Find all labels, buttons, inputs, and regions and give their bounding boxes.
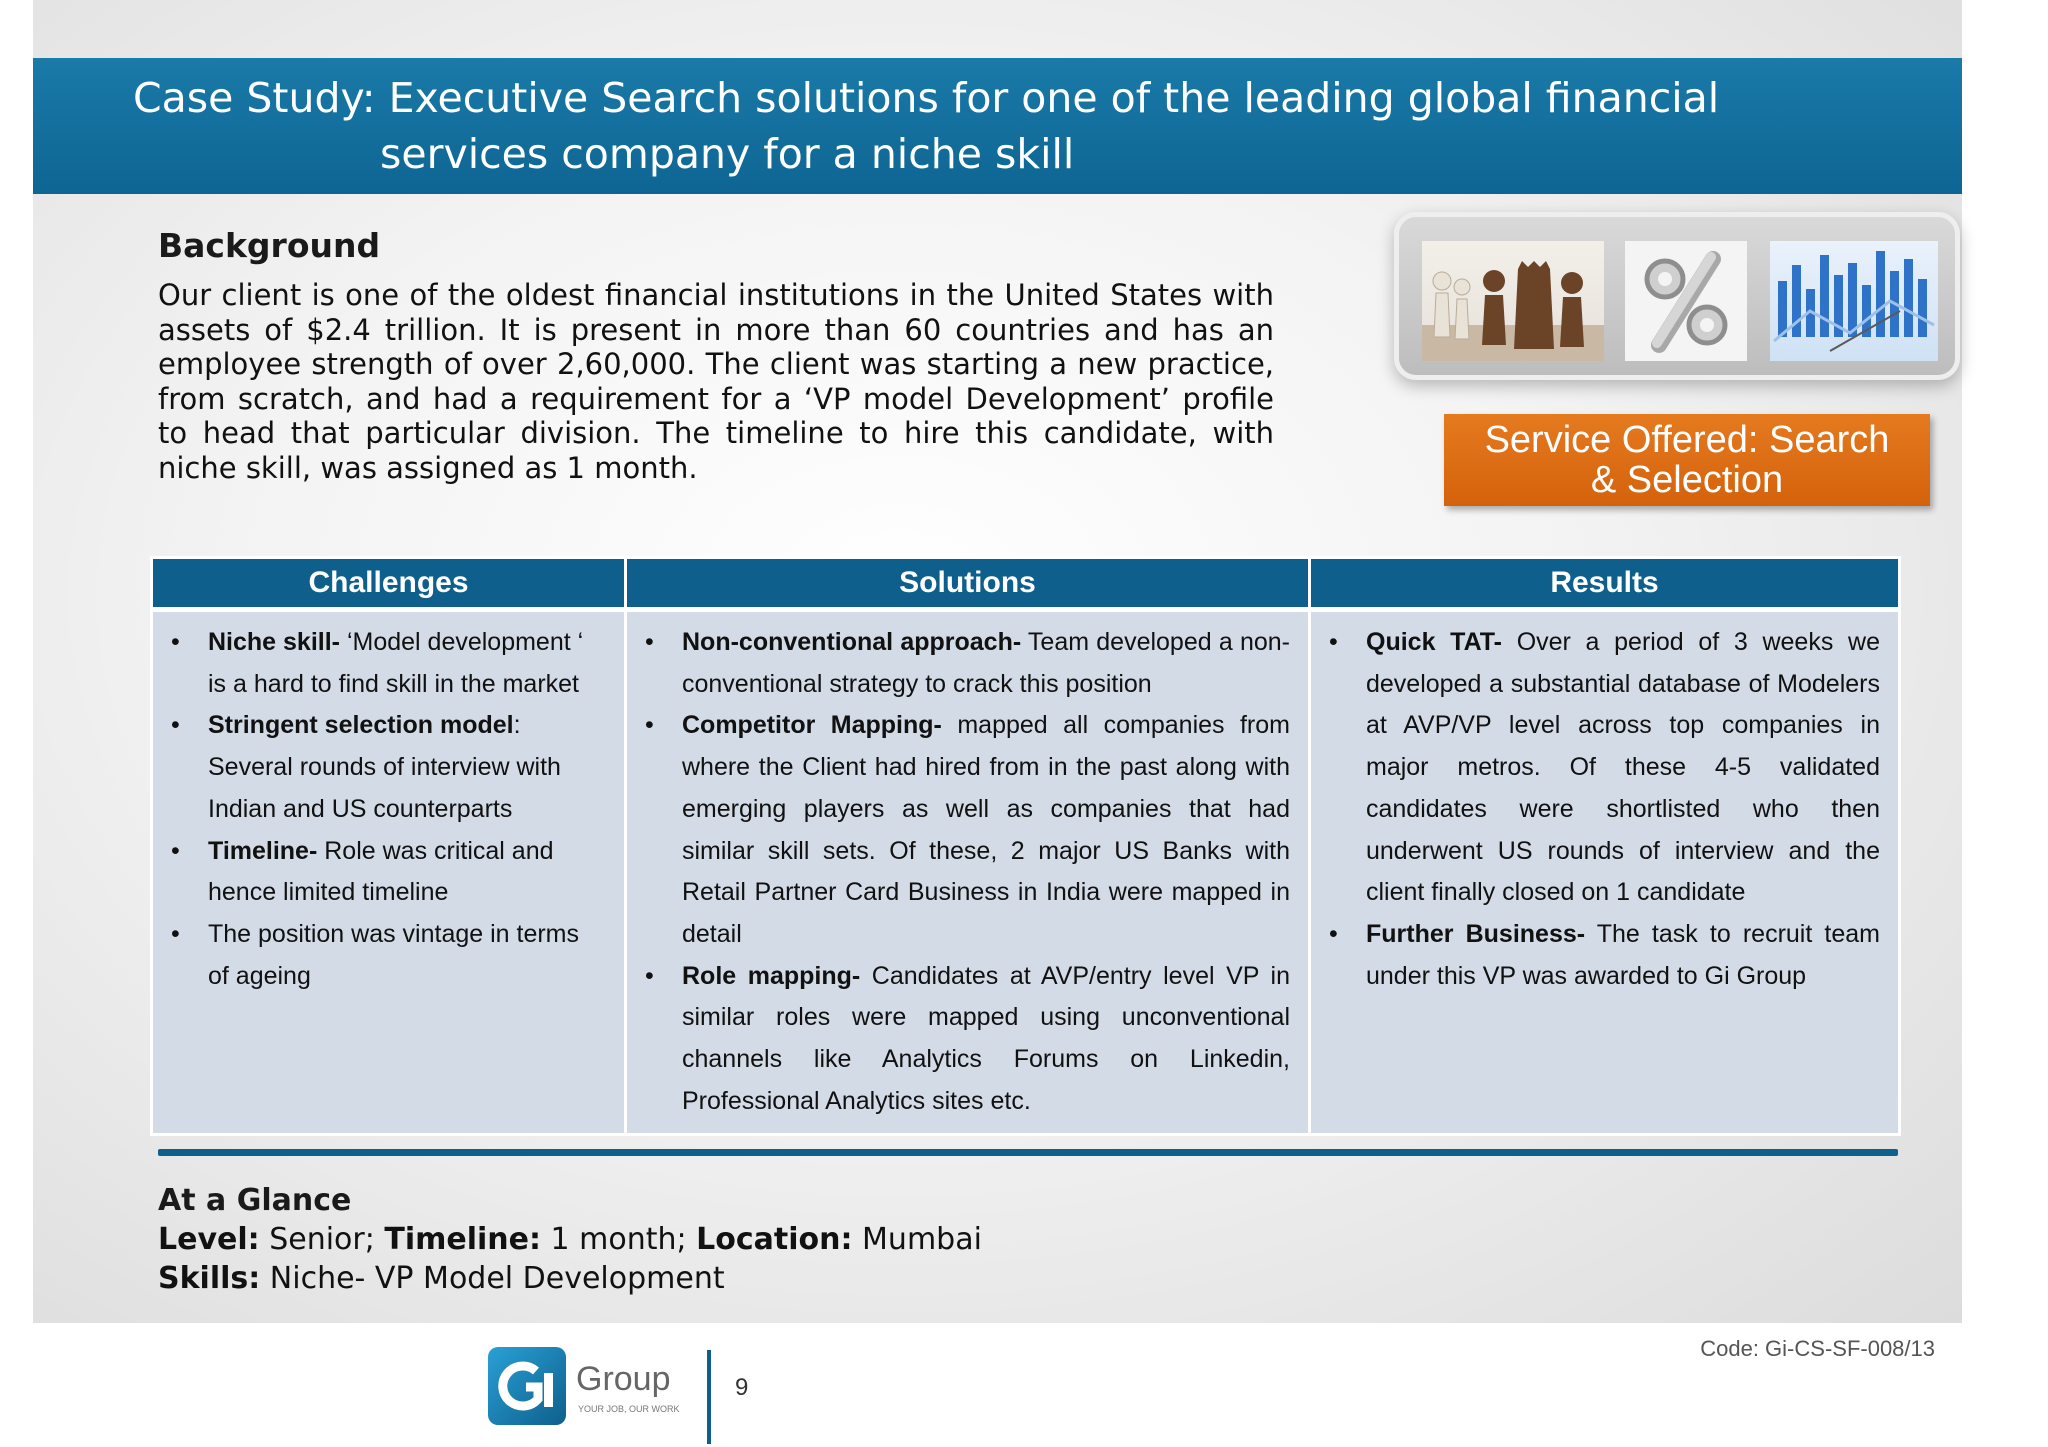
level-label: Level: — [158, 1222, 260, 1257]
list-item: • Role mapping- Candidates at AVP/entry level VP in similar roles were mapped using unconventional channels like Analytics Forums on Linkedin, Professional Analytics sites etc. — [645, 956, 1290, 1123]
results-list — [1329, 622, 1880, 997]
list-item: • Non-conventional approach- Team developed a non-conventional strategy to crack this position — [645, 622, 1290, 705]
gi-logo-icon — [488, 1347, 566, 1425]
list-item: • Further Business- The task to recruit team under this VP was awarded to Gi Group — [1329, 914, 1880, 997]
logo-text: Group — [576, 1360, 671, 1398]
results-header: Results — [1310, 558, 1900, 610]
list-item: • Timeline- Role was critical and hence limited timeline — [171, 831, 606, 914]
skills-label: Skills: — [158, 1261, 261, 1296]
challenges-header: Challenges — [152, 558, 626, 610]
case-study-table — [150, 556, 1901, 1136]
solutions-list — [645, 622, 1290, 1122]
service-line-2: & Selection — [1590, 459, 1784, 501]
location-label: Location: — [696, 1222, 853, 1257]
challenges-cell — [152, 610, 626, 1135]
service-line-1: Service Offered: Search — [1484, 419, 1890, 461]
at-a-glance-heading: At a Glance — [158, 1183, 352, 1218]
skills-value: Niche- VP Model Development — [260, 1261, 725, 1296]
title-line-1: Case Study: Executive Search solutions for one of the leading global financial — [133, 74, 1720, 122]
solutions-header: Solutions — [626, 558, 1310, 610]
glance-details — [158, 1222, 982, 1257]
glance-skills — [158, 1261, 725, 1296]
challenges-list — [171, 622, 606, 997]
location-value: Mumbai — [852, 1222, 982, 1257]
level-value: Senior; — [259, 1222, 385, 1257]
logo-tagline: YOUR JOB, OUR WORK — [578, 1404, 680, 1414]
page-title — [133, 70, 1833, 182]
background-text: Our client is one of the oldest financial institutions in the United States with assets of $2.4 trillion. It is present in more than 60 countries and has an employee strength of over 2,60,000. The client was starting a new practice, from scratch, and had a requirement for a ‘VP model Development’ profile to head that particular division. The timeline to hire this candidate, with niche skill, was assigned as 1 month. — [158, 278, 1274, 485]
percent-icon — [1625, 241, 1747, 361]
page-number: 9 — [735, 1374, 749, 1401]
document-code: Code: Gi-CS-SF-008/13 — [1700, 1336, 1935, 1361]
solutions-cell — [626, 610, 1310, 1135]
list-item: • Quick TAT- Over a period of 3 weeks we developed a substantial database of Modelers at AVP/VP level across top companies in major metros. Of these 4-5 validated candidates were shortlisted who then underwent US rounds of interview and the client finally closed on 1 candidate — [1329, 622, 1880, 914]
chess-pieces-image — [1422, 241, 1604, 361]
list-item: • Niche skill- ‘Model development ‘ is a hard to find skill in the market — [171, 622, 606, 705]
footer-separator — [707, 1350, 711, 1444]
timeline-label: Timeline: — [384, 1222, 541, 1257]
title-bar — [33, 58, 1962, 194]
background-heading: Background — [158, 226, 381, 265]
results-cell — [1310, 610, 1900, 1135]
title-line-2: services company for a niche skill — [380, 130, 1075, 178]
image-strip — [1394, 212, 1960, 380]
list-item: • The position was vintage in terms of ageing — [171, 914, 606, 997]
list-item: • Stringent selection model: Several rounds of interview with Indian and US counterparts — [171, 705, 606, 830]
list-item: • Competitor Mapping- mapped all companies from where the Client had hired from in the past along with emerging players as well as companies that had similar skill sets. Of these, 2 major US Banks with Retail Partner Card Business in India were mapped in detail — [645, 705, 1290, 955]
financial-chart-image — [1770, 241, 1938, 361]
section-divider — [158, 1149, 1898, 1156]
timeline-value: 1 month; — [541, 1222, 697, 1257]
service-offered-badge — [1444, 414, 1930, 506]
